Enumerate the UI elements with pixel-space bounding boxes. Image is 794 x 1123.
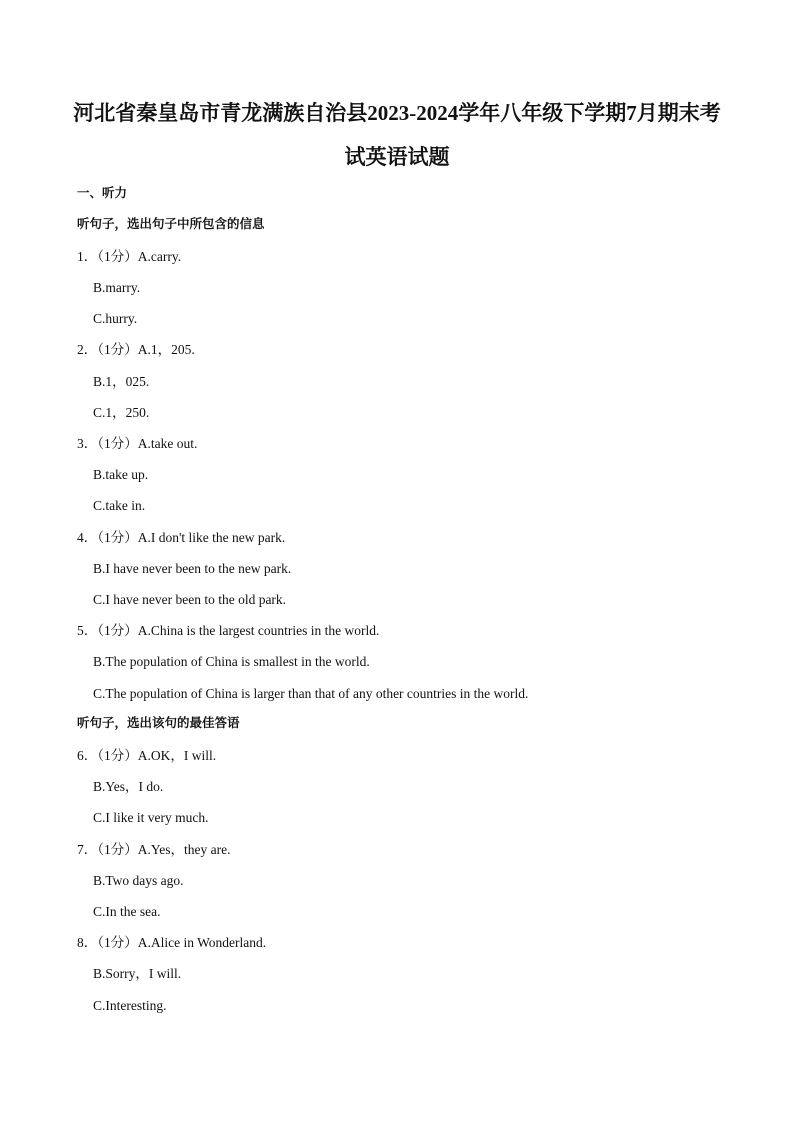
question-3-option-b: B.take up. [93,467,149,482]
question-8-option-c: C.Interesting. [93,998,167,1013]
question-3-option-c: C.take in. [93,498,146,513]
question-6-option-b: B.Yes，I do. [93,779,164,794]
question-7-option-b: B.Two days ago. [93,873,184,888]
question-6-option-c: C.I like it very much. [93,810,209,825]
question-4-option-b: B.I have never been to the new park. [93,561,292,576]
question-7-option-c: C.In the sea. [93,904,161,919]
question-2-option-b: B.1，025. [93,374,150,389]
question-6: 6．（1分）A.OK，I will. [77,748,217,763]
page-title: 河北省秦皇岛市青龙满族自治县2023-2024学年八年级下学期7月期末考 [73,101,721,125]
part-instruction: 听句子，选出该句的最佳答语 [77,715,240,730]
question-2-option-c: C.1，250. [93,405,150,420]
part-instruction: 听句子，选出句子中所包含的信息 [77,216,265,231]
question-8: 8．（1分）A.Alice in Wonderland. [77,935,267,950]
question-7: 7．（1分）A.Yes，they are. [77,842,231,857]
question-1-option-c: C.hurry. [93,311,138,326]
question-4: 4．（1分）A.I don't like the new park. [77,530,286,545]
page-title-continued: 试英语试题 [344,145,450,169]
question-1: 1．（1分）A.carry. [77,249,182,264]
question-1-option-b: B.marry. [93,280,141,295]
question-5-option-c: C.The population of China is larger than that of any other countries in the world. [93,686,529,701]
section-heading: 一、听力 [77,185,128,200]
question-8-option-b: B.Sorry，I will. [93,966,182,981]
question-2: 2．（1分）A.1，205. [77,342,195,357]
question-3: 3．（1分）A.take out. [77,436,198,451]
question-4-option-c: C.I have never been to the old park. [93,592,287,607]
question-5: 5．（1分）A.China is the largest countries in the world. [77,623,380,638]
question-5-option-b: B.The population of China is smallest in the world. [93,654,370,669]
